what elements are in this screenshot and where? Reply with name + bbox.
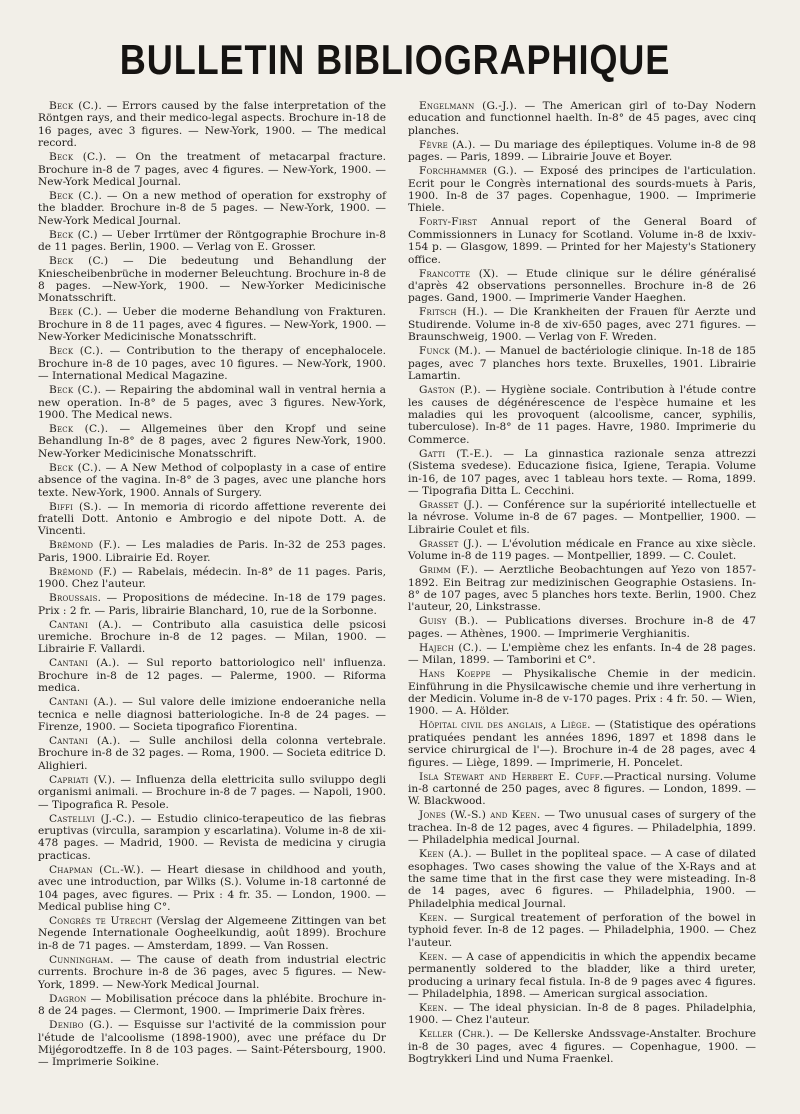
entry-text: — Sul valore delle imizione endoeraniche nella tecnica e nelle diagnosi batteriologiche. In-8 de 24 pages. — Firenze, 1900. — Societa tipografico Fiorentina. xyxy=(38,696,386,733)
bibliography-entry xyxy=(38,190,386,227)
bibliography-entry xyxy=(408,216,756,266)
entry-author: Capriati (V.). xyxy=(49,773,116,786)
entry-text: — Hygiène sociale. Contribution à l'étude contre les causes de dégénérescence de l'espèce humaine et les maladies qui les provoquent (alcoolisme, cancer, syphilis, tuberculose). In-8° de 11 pages. Havre, 1980. Imprimerie du Commerce. xyxy=(408,384,756,446)
right-column xyxy=(408,100,756,1070)
bibliography-entry xyxy=(38,306,386,343)
entry-text: — The American girl of to-Day Nodern education and functionnel haelth. In-8° de 45 pages, avec cinq planches. xyxy=(408,100,756,137)
entry-text: — Allgemeines über den Kropf und seine Behandlung In-8° de 8 pages, avec 2 figures New-York, 1900. New-Yorker Medicinische Monatsschrift. xyxy=(38,422,387,460)
entry-text: — On a new method of operation for exstrophy of the bladder. Brochure in-8 de 5 pages. — New-York, 1900. — New-York Medical Journal. xyxy=(38,190,387,227)
entry-text: — In memoria di ricordo affettione reverente dei fratelli Dott. Antonio e Ambrogio e del nipote Dott. A. de Vincenti. xyxy=(38,500,386,538)
entry-text: — Du mariage des épileptiques. Volume in-8 de 98 pages. — Paris, 1899. — Librairie Jouve et Boyer. xyxy=(408,138,756,164)
entry-author: Cantani (A.). xyxy=(49,696,118,709)
bibliography-entry xyxy=(38,566,386,591)
entry-text: — Physikalische Chemie in der medicin. Einführung in die Physilcawische chemie und ihre verhertung in der Medicin. Volume in-8 de v-170 pages. Prix : 4 fr. 50. — Wien, 1900. — A. Hölder. xyxy=(408,668,756,718)
entry-author: Beck (C.). xyxy=(49,422,109,435)
entry-author: Hans Koeppe xyxy=(419,668,491,681)
bibliography-entry xyxy=(38,1019,386,1069)
entry-text: — Mobilisation précoce dans la phlébite. Brochure in-8 de 24 pages. — Clermont, 1900. — Imprimerie Daix frères. xyxy=(38,992,386,1018)
bibliography-entry xyxy=(408,615,756,640)
entry-author: Cantani (A.). xyxy=(49,657,120,670)
entry-text: — Estudio clinico-terapeutico de las fiebras eruptivas (virculla, sarampion y escarlatina). Volume in-8 de xii-478 pages. — Madrid, 1900. — Revista de medicina y cirugia practicas. xyxy=(38,812,386,862)
bibliography-entry xyxy=(408,499,756,536)
entry-author: Congrès te Utrecht xyxy=(49,915,152,928)
entry-author: Keller (Chr.). xyxy=(419,1028,494,1041)
bibliography-entry xyxy=(38,696,386,733)
entry-text: — Ueber die moderne Behandlung von Frakturen. Brochure in 8 de 11 pages, avec 4 figures. — New-York, 1900. — New-Yorker Medicinische Monatsschrift. xyxy=(38,306,386,344)
entry-text: — Ueber Irrtümer der Röntgographie Brochure in-8 de 11 pages. Berlin, 1900. — Verlag von E. Grosser. xyxy=(38,228,386,254)
bibliography-entry xyxy=(408,538,756,563)
bibliography-entry xyxy=(408,448,756,498)
entry-text: — Etude clinique sur le délire généralisé d'après 42 observations personnelles. Brochure in-8 de 26 pages. Gand, 1900. — Imprimerie Vander Haeghen. xyxy=(408,267,756,305)
entry-author: Gatti (T.-E.). xyxy=(419,447,493,460)
entry-text: — Contribution to the therapy of encephalocele. Brochure in-8 de 10 pages, avec 10 figures. — New-York, 1900. — International Medical Magazine. xyxy=(38,345,387,383)
entry-author: Grimm (F.). xyxy=(419,564,479,577)
entry-text: — Manuel de bactériologie clinique. In-18 de 185 pages, avec 7 planches hors texte. Bruxelles, 1901. Librairie Lamartin. xyxy=(408,345,756,383)
entry-author: Keen. xyxy=(419,911,448,924)
entry-author: Castellvi (J.-C.). xyxy=(49,812,136,825)
entry-text: — Heart diesase in childhood and youth, avec une introduction, par Wilks (S.). Volume in-18 cartonné de 104 pages, avec figures. — Prix : 4 fr. 35. — London, 1900. — Medical publise hing C°. xyxy=(38,863,386,914)
entry-author: Forchhammer (G.). xyxy=(419,165,518,178)
bibliography-entry xyxy=(38,864,386,914)
entry-text: — Sul reporto battoriologico nell' influenza. Brochure in-8 de 12 pages. — Palerme, 1900. — Riforma medica. xyxy=(38,657,387,695)
bibliography-entry xyxy=(38,915,386,952)
entry-text: — L'évolution médicale en France au xixe siècle. Volume in-8 de 119 pages. — Montpellier, 1899. — C. Coulet. xyxy=(408,537,756,563)
bibliography-entry xyxy=(38,592,386,617)
entry-text: — The ideal physician. In-8 de 8 pages. Philadelphia, 1900. — Chez l'auteur. xyxy=(408,1001,756,1027)
entry-author: Cantani (A.). xyxy=(49,735,121,747)
entry-author: Forty-First xyxy=(419,216,478,229)
entry-author: Beck (C.). xyxy=(49,100,102,112)
bibliography-entry xyxy=(38,813,386,863)
bibliography-entry xyxy=(38,657,386,694)
entry-text: — Influenza della elettricita sullo sviluppo degli organismi animali. — Brochure in-8 de 7 pages. — Napoli, 1900. — Tipografica R. Pesole. xyxy=(38,773,387,811)
bibliography-entry xyxy=(408,100,756,137)
entry-text: — Errors caused by the false interpretation of the Röntgen rays, and their medico-legal aspects. Brochure in-18 de 16 pages, avec 3 figures. — New-York, 1900. — The medical record. xyxy=(38,100,387,150)
entry-author: Guisy (B.). xyxy=(419,615,479,628)
entry-text: — La ginnastica razionale senza attrezzi (Sistema svedese). Educazione fisica, Igiene, Terapia. Volume in-16, de 107 pages, avec 1 tableau hors texte. — Roma, 1899. — Tipografia Ditta L. Cecchini. xyxy=(408,447,756,497)
bibliography-entry xyxy=(408,564,756,614)
entry-author: Beck (C.) xyxy=(49,255,109,268)
entry-author: Beck (C.). xyxy=(49,345,104,358)
bibliography-entry xyxy=(408,951,756,1001)
entry-author: Cantani (A.). xyxy=(49,618,122,631)
entry-author: Dagron xyxy=(49,992,87,1005)
bibliography-entry xyxy=(38,954,386,991)
entry-text: — Repairing the abdominal wall in ventral hernia a new operation. In-8° de 5 pages, avec 3 figures. New-York, 1900. The Medical news. xyxy=(38,384,386,421)
bibliography-columns xyxy=(38,100,756,1070)
bibliography-entry xyxy=(408,719,756,769)
bibliography-entry xyxy=(408,384,756,446)
bibliography-entry xyxy=(38,100,386,150)
entry-text: — Conférence sur la supériorité intellectuelle et la névrose. Volume in-8 de 67 pages. — Montpellier, 1900. — Librairie Coulet et fils. xyxy=(408,498,756,536)
entry-author: Beck (C.) xyxy=(49,228,98,241)
entry-author: Francotte (X). xyxy=(419,267,499,280)
entry-author: Funck (M.). xyxy=(419,345,482,358)
entry-text: — Sulle anchilosi della colonna vertebrale. Brochure in-8 de 32 pages. — Roma, 1900. — Societa editrice D. Alighieri. xyxy=(38,735,386,772)
bibliography-entry xyxy=(38,462,386,499)
entry-author: Keen (A.). xyxy=(419,848,472,861)
entry-author: Engelmann (G.-J.). xyxy=(419,100,518,112)
entry-text: — A case of appendicitis in which the appendix became permanently soldered to the bladder, like a third ureter, producing a urinary fecal fistula. In-8 de 9 pages avec 4 figures. — Philadelphia, 1898. — American surgical association. xyxy=(408,950,756,1000)
bibliography-entry xyxy=(38,423,386,460)
entry-author: Beck (C.). xyxy=(49,151,107,164)
bibliography-entry xyxy=(408,809,756,846)
bibliography-entry xyxy=(38,501,386,538)
entry-text: —Practical nursing. Volume in-8 cartonné de 250 pages, avec 8 figures. — London, 1899. — W. Blackwood. xyxy=(408,770,757,808)
entry-author: Fèvre (A.). xyxy=(419,138,476,151)
entry-author: Hôpital civil des anglais, a Liège. xyxy=(419,719,591,732)
entry-author: Jones (W.-S.) and Keen. xyxy=(419,809,541,822)
entry-author: Broussais. xyxy=(49,592,102,605)
entry-text: Annual report of the General Board of Commissionners in Lunacy for Scotland. Volume in-8 de lxxiv-154 p. — Glasgow, 1899. — Printed for her Majesty's Stationery office. xyxy=(408,216,756,266)
entry-author: Denibo (G.). xyxy=(49,1019,114,1032)
bibliography-entry xyxy=(38,993,386,1018)
bibliography-entry xyxy=(408,1028,756,1065)
entry-text: — Propositions de médecine. In-18 de 179 pages. Prix : 2 fr. — Paris, librairie Blanchard, 10, rue de la Sorbonne. xyxy=(38,592,386,617)
bibliography-entry xyxy=(38,735,386,772)
bibliography-entry xyxy=(38,345,386,382)
entry-text: — Les maladies de Paris. In-32 de 253 pages. Paris, 1900. Librairie Ed. Royer. xyxy=(38,539,386,564)
entry-author: Brémond (F.). xyxy=(49,539,121,552)
bibliography-entry xyxy=(38,619,386,656)
entry-text: — Die Krankheiten der Frauen für Aerzte und Studirende. Volume in-8 de xiv-650 pages, avec 271 figures. — Braunschweig, 1900. — Verlag von F. Wreden. xyxy=(408,306,756,344)
bibliography-entry xyxy=(408,848,756,910)
entry-text: — De Kellerske Andssvage-Anstalter. Brochure in-8 de 30 pages, avec 4 figures. — Copenhague, 1900. — Bogtrykkeri Lind und Numa Fraenkel. xyxy=(408,1028,756,1066)
entry-author: Isla Stewart and Herbert E. Cuff. xyxy=(419,770,604,783)
entry-author: Cunningham. xyxy=(49,953,114,966)
entry-text: — Rabelais, médecin. In-8° de 11 pages. Paris, 1900. Chez l'auteur. xyxy=(38,565,386,591)
entry-author: Fritsch (H.). xyxy=(419,306,488,319)
entry-author: Gaston (P.). xyxy=(419,384,481,397)
entry-author: Grasset (J.). xyxy=(419,498,483,511)
bibliography-entry xyxy=(408,642,756,667)
bibliography-entry xyxy=(38,255,386,305)
entry-author: Beck (C.). xyxy=(49,384,102,397)
bibliography-entry xyxy=(38,774,386,811)
entry-text: — Publications diverses. Brochure in-8 de 47 pages. — Athènes, 1900. — Imprimerie Verghianitis. xyxy=(408,615,756,640)
entry-text: — The cause of death from industrial electric currents. Brochure in-8 de 36 pages, avec 5 figures. — New-York, 1899. — New-York Medical Journal. xyxy=(38,953,386,991)
entry-text: — Die bedeutung und Behandlung der Kniescheibenbrüche in moderner Beleuchtung. Brochure in-8 de 8 pages. —New-York, 1900. — New-Yorker Medicinische Monatsschrift. xyxy=(38,255,386,305)
bibliography-entry xyxy=(408,668,756,718)
entry-author: Beek (C.). xyxy=(49,306,102,319)
bibliography-entry xyxy=(408,771,756,808)
bibliography-entry xyxy=(408,139,756,164)
bibliography-entry xyxy=(38,229,386,254)
entry-author: Biffi (S.). xyxy=(49,500,102,513)
bibliography-entry xyxy=(408,268,756,305)
entry-text: — Contributo alla casuistica delle psicosi uremiche. Brochure in-8 de 12 pages. — Milan, 1900. — Librairie F. Vallardi. xyxy=(38,618,387,656)
entry-author: Grasset (J.). xyxy=(419,537,483,550)
bibliography-entry xyxy=(38,539,386,564)
bibliography-entry xyxy=(408,912,756,949)
entry-author: Beck (C.). xyxy=(49,461,102,474)
entry-text: — Bullet in the popliteal space. — A case of dilated esophages. Two cases showing the value of the X-Rays and at the same time that in the first case they were misteading. In-8 de 14 pages, avec 6 figures. — Philadelphia, 1900. — Philadelphia medical Journal. xyxy=(408,848,756,910)
entry-text: — Exposé des principes de l'articulation. Ecrit pour le Congrès international des sourds-muets à Paris, 1900. In-8 de 37 pages. Copenhague, 1900. — Imprimerie Thiele. xyxy=(408,165,756,215)
bibliography-entry xyxy=(408,1002,756,1027)
entry-text: — Surgical treatement of perforation of the bowel in typhoid fever. In-8 de 12 pages. — Philadelphia, 1900. — Chez l'auteur. xyxy=(408,911,756,949)
entry-text: — Aerztliche Beobachtungen auf Yezo von 1857-1892. Ein Beitrag zur medizinischen Geographie Ostasiens. In-8° de 107 pages, avec 5 planches hors texte. Berlin, 1900. Chez l'auteur, 20, Linkstrasse. xyxy=(408,564,756,614)
entry-text: — (Statistique des opérations pratiquées pendant les années 1896, 1897 et 1898 dans le service chirurgical de l'—). Brochure in-4 de 28 pages, avec 4 figures. — Liège, 1899. — Imprimerie, H. Poncelet. xyxy=(408,719,756,769)
entry-author: Keen. xyxy=(419,1001,448,1014)
entry-author: Hajech (C.). xyxy=(419,641,483,654)
entry-author: Chapman (Cl.-W.). xyxy=(49,863,145,876)
entry-text: — On the treatment of metacarpal fracture. Brochure in-8 de 7 pages, avec 4 figures. — New-York, 1900. — New-York Medical Journal. xyxy=(38,151,386,189)
page-title: BULLETIN BIBLIOGRAPHIQUE xyxy=(119,36,671,83)
bibliography-entry xyxy=(38,151,386,188)
entry-text: — L'empième chez les enfants. In-4 de 28 pages. — Milan, 1899. — Tamborini et C°. xyxy=(408,641,757,667)
entry-author: Keen. xyxy=(419,950,448,963)
bibliography-entry xyxy=(408,345,756,382)
entry-text: — Two unusual cases of surgery of the trachea. In-8 de 12 pages, avec 4 figures. — Philadelphia, 1899. — Philadelphia medical Journal. xyxy=(408,809,756,847)
bibliography-entry xyxy=(408,306,756,343)
entry-author: Brémond (F.) xyxy=(49,565,117,578)
left-column xyxy=(38,100,386,1070)
entry-text: (Verslag der Algemeene Zittingen van bet Negende Internationale Oogheelkundig, août 1899). Brochure in-8 de 71 pages. — Amsterdam, 1899. — Van Rossen. xyxy=(38,915,386,952)
bibliography-entry xyxy=(38,384,386,421)
entry-text: — Esquisse sur l'activité de la commission pour l'étude de l'alcoolisme (1898-1900), avec une préface du Dr Mijégorodtzeffe. In 8 de 103 pages. — Saint-Pétersbourg, 1900. — Imprimerie Soikine. xyxy=(38,1019,386,1069)
bibliography-entry xyxy=(408,165,756,215)
entry-author: Beck (C.). xyxy=(49,190,103,203)
entry-text: — A New Method of colpoplasty in a case of entire absence of the vagina. In-8° de 3 pages, avec une planche hors texte. New-York, 1900. Annals of Surgery. xyxy=(38,461,386,499)
